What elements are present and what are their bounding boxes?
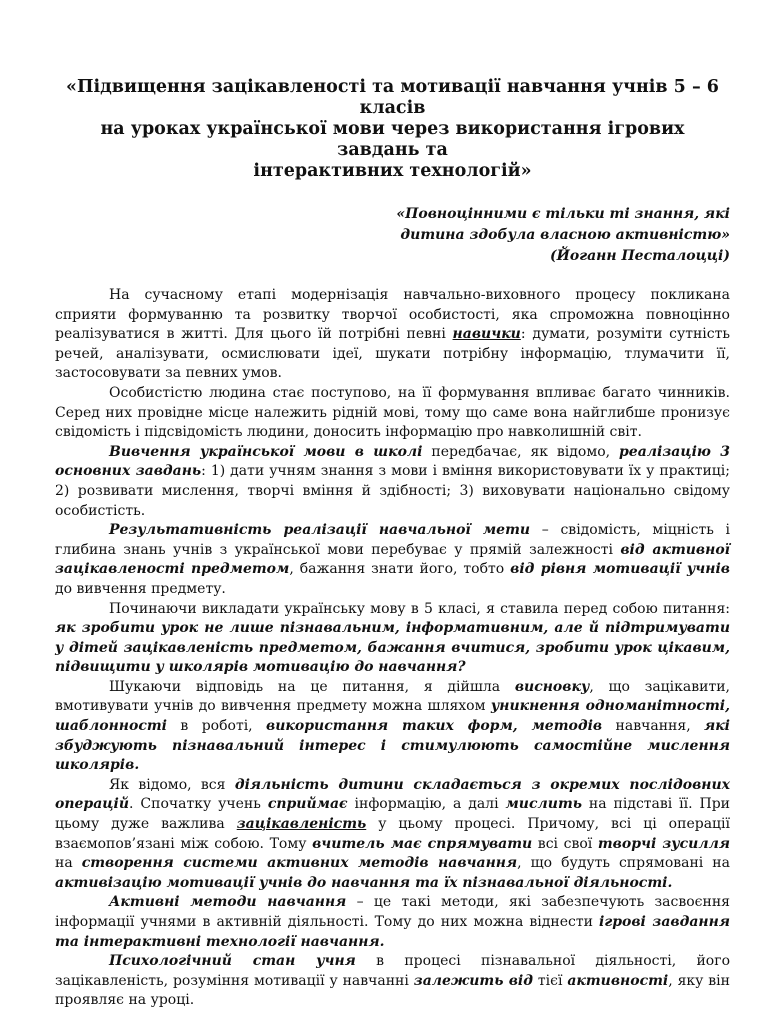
epigraph (55, 204, 730, 267)
document-body (55, 286, 730, 1011)
paragraph-5: Починаючи викладати українську мову в 5 класі, я ставила перед собою питання: як зробити урок не лише пізнавальним, інформативним, але й підтримувати у дітей зацікавленість предметом, бажання вчитися, зробити урок цікавим, підвищити у школярів мотивацію до навчання? (55, 600, 730, 676)
document-title (63, 77, 723, 182)
paragraph-4: Результативність реалізації навчальної мети – свідомість, міцність і глибина знань учнів з української мови перебуває у прямій залежності від активної зацікавленості предметом, бажання знати його, тобто від рівня мотивації учнів до вивчення предмету. (55, 522, 731, 597)
title-line-1: «Підвищення зацікавленості та мотивації навчання учнів 5 – 6 класів (66, 77, 719, 118)
epigraph-author: (Йоганн Песталоцці) (550, 248, 730, 264)
paragraph-1: На сучасному етапі модернізація навчально-виховного процесу покликана сприяти формуванню та розвитку творчої особистості, яка спроможна повноцінно реалізуватися в житті. Для цього їй потрібні певні навички: думати, розуміти сутність речей, аналізувати, осмислювати ідеї, шукати потрібну інформацію, тлумачити її, застосовувати за певних умов. (55, 287, 730, 382)
paragraph-9: Психологічний стан учня в процесі пізнавальної діяльності, його зацікавленість, розуміння мотивації у навчанні залежить від тієї активності, яку він проявляє на уроці. (55, 953, 730, 1009)
paragraph-7: Як відомо, вся діяльність дитини складається з окремих послідовних операцій. Спочатку учень сприймає інформацію, а далі мислить на підставі її. При цьому дуже важлива зацікавленість у цьому процесі. Причому, всі ці операції взаємопов’язані між собою. Тому вчитель має спрямувати всі свої творчі зусилля на створення системи активних методів навчання, що будуть спрямовані на активізацію мотивації учнів до навчання та їх пізнавальної діяльності. (55, 776, 731, 891)
paragraph-3: Вивчення української мови в школі передбачає, як відомо, реалізацію 3 основних завдань: 1) дати учням знання з мови і вміння використовувати їх у практиці; 2) розвивати мислення, творчі вміння й здібності; 3) виховувати національно свідому особистість. (55, 443, 731, 519)
epigraph-line-1: «Повноцінними є тільки ті знання, які (396, 206, 730, 222)
title-line-2: на уроках української мови через використання ігрових завдань та (100, 119, 685, 160)
paragraph-8: Активні методи навчання – це такі методи, які забезпечують засвоєння інформації учнями в активній діяльності. Тому до них можна віднести ігрові завдання та інтерактивні технології навчання. (55, 894, 730, 950)
epigraph-line-2: дитина здобула власною активністю» (400, 227, 730, 243)
title-line-3: інтерактивних технологій» (253, 161, 532, 181)
paragraph-6: Шукаючи відповідь на це питання, я дійшла висновку, що зацікавити, вмотивувати учнів до вивчення предмету можна шляхом уникнення одноманітності, шаблонності в роботі, використання таких форм, методів навчання, які збуджують пізнавальний інтерес і стимулюють самостійне мислення школярів. (55, 678, 731, 774)
paragraph-2: Особистістю людина стає поступово, на її формування впливає багато чинників. Серед них провідне місце належить рідній мові, тому що саме вона найглибше пронизує свідомість і підсвідомість людини, доносить інформацію про навколишній світ. (55, 384, 730, 441)
